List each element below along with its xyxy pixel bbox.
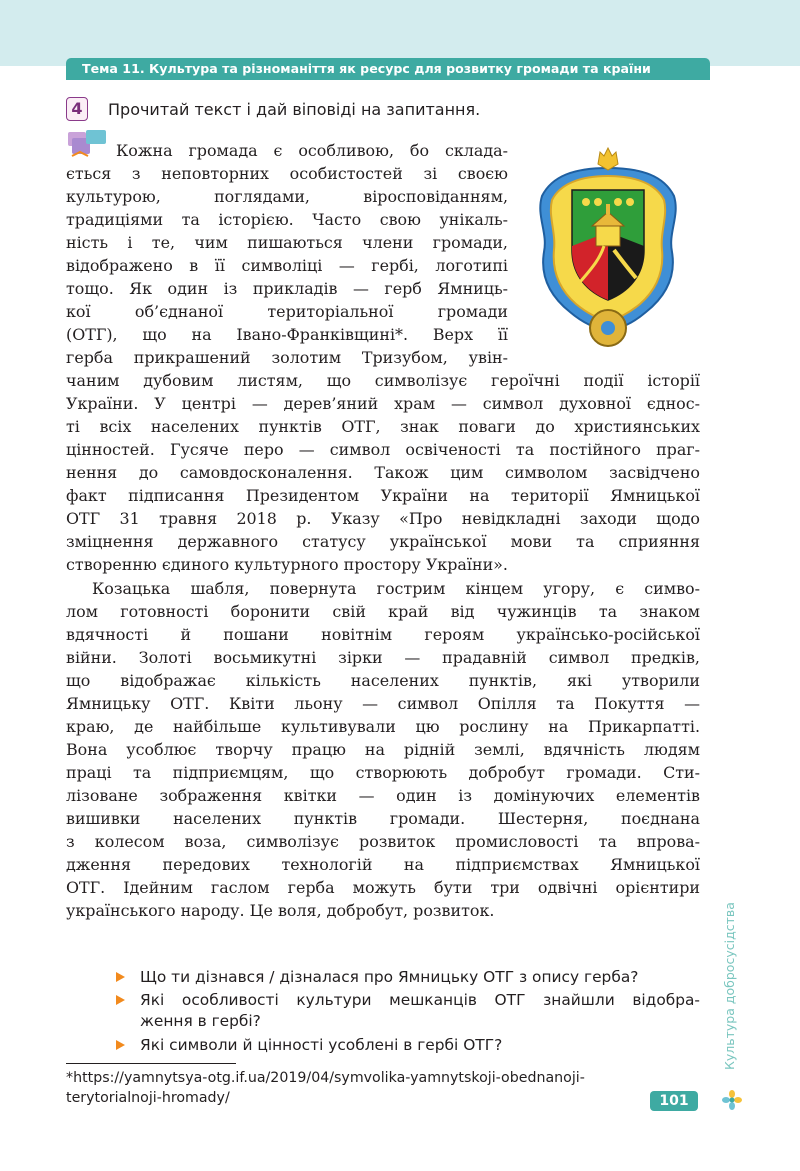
text-line: культурою, поглядами, віросповіданням,	[66, 187, 508, 206]
footnote-link-line1[interactable]: *https://yamnytsya-otg.if.ua/2019/04/symvolika-yamnytskoji-obednanoji-	[66, 1070, 585, 1086]
text-line: ті всіх населених пунктів ОТГ, знак поваги до християнських	[66, 417, 700, 436]
question-text: Що ти дізнався / дізналася про Ямницьку ОТГ з опису герба?	[140, 968, 639, 986]
text-line: ється з неповторних особистостей зі своєю	[66, 164, 508, 183]
text-line: Вона усоблює творчу працю на рідній землі, вдячність людям	[66, 740, 700, 759]
text-line: кої об’єднаної територіальної громади	[66, 302, 508, 321]
task-number: 4	[66, 97, 88, 121]
text-line: дження передових технологій на підприємствах Ямницької	[66, 855, 700, 874]
text-line: Кожна громада є особливою, бо склада-	[116, 141, 508, 160]
text-line: цінностей. Гусяче перо — символ освіченості та постійного праг-	[66, 440, 700, 459]
text-line: традиціями та історією. Часто свою унікаль-	[66, 210, 508, 229]
text-line: вдячності й пошани новітнім героям українсько-російської	[66, 625, 700, 644]
text-line: (ОТГ), що на Івано-Франківщині*. Верх її	[66, 325, 508, 344]
text-line: зміцнення державного статусу української мови та сприяння	[66, 532, 700, 551]
list-item-continuation	[140, 1010, 700, 1032]
text-line: України. У центрі — дерев’яний храм — символ духовної єднос-	[66, 394, 700, 413]
list-item	[140, 989, 700, 1011]
question-text: ження в гербі?	[140, 1012, 261, 1030]
text-line: герба прикрашений золотим Тризубом, увін-	[66, 348, 508, 367]
text-line: з колесом воза, символізує розвиток промисловості та впрова-	[66, 832, 700, 851]
question-text: Які символи й цінності усоблені в гербі ОТГ?	[140, 1036, 503, 1054]
coat-of-arms-image	[534, 146, 682, 356]
list-item	[140, 966, 700, 988]
text-line: тощо. Як один із прикладів — герб Ямниць-	[66, 279, 508, 298]
text-line: ОТГ. Ідейним гаслом герба можуть бути три одвічні орієнтири	[66, 878, 700, 897]
footnote-link-line2[interactable]: terytorialnoji-hromady/	[66, 1090, 230, 1106]
top-band	[0, 0, 800, 66]
text-line: нення до самовдосконалення. Також цим символом засвідчено	[66, 463, 700, 482]
text-line: відображено в її символіці — гербі, логотипі	[66, 256, 508, 275]
flower-icon	[722, 1090, 742, 1110]
footnote-divider	[66, 1063, 236, 1064]
bullet-icon	[116, 972, 125, 982]
text-line: ОТГ 31 травня 2018 р. Указу «Про невідкладні заходи щодо	[66, 509, 700, 528]
text-line: лізоване зображення квітки — один із домінуючих елементів	[66, 786, 700, 805]
text-line: праці та підприємцям, що створюють добробут громади. Сти-	[66, 763, 700, 782]
topic-header: Тема 11. Культура та різноманіття як ресурс для розвитку громади та країни	[66, 58, 710, 80]
footnote	[66, 1068, 706, 1108]
bullet-icon	[116, 995, 125, 1005]
task-heading	[66, 97, 480, 121]
text-line: війни. Золоті восьмикутні зірки — прадавній символ предків,	[66, 648, 700, 667]
text-line: ність і те, чим пишаються члени громади,	[66, 233, 508, 252]
task-instruction: Прочитай текст і дай віповіді на запитання.	[108, 99, 481, 119]
reading-book-icon	[66, 128, 110, 160]
section-side-label: Культура добросусідства	[722, 902, 737, 1070]
text-line: українського народу. Це воля, добробут, розвиток.	[66, 901, 495, 920]
text-line: створенню єдиного культурного простору України».	[66, 555, 508, 574]
text-line: чаним дубовим листям, що символізує героїчні події історії	[66, 371, 700, 390]
text-line: Козацька шабля, повернута гострим кінцем угору, є симво-	[92, 579, 700, 598]
text-line: Ямницьку ОТГ. Квіти льону — символ Опілля та Покуття —	[66, 694, 700, 713]
bullet-icon	[116, 1040, 125, 1050]
question-text: Які особливості культури мешканців ОТГ знайшли відобра-	[140, 991, 700, 1009]
text-line: факт підписання Президентом України на території Ямницької	[66, 486, 700, 505]
page-number: 101	[650, 1091, 698, 1111]
text-line: що відображає кількість населених пунктів, які утворили	[66, 671, 700, 690]
text-line: вишивки населених пунктів громади. Шестерня, поєднана	[66, 809, 700, 828]
list-item	[140, 1034, 700, 1056]
text-line: лом готовності боронити свій край від чужинців та знаком	[66, 602, 700, 621]
text-line: краю, де найбільше культивували цю рослину на Прикарпатті.	[66, 717, 700, 736]
